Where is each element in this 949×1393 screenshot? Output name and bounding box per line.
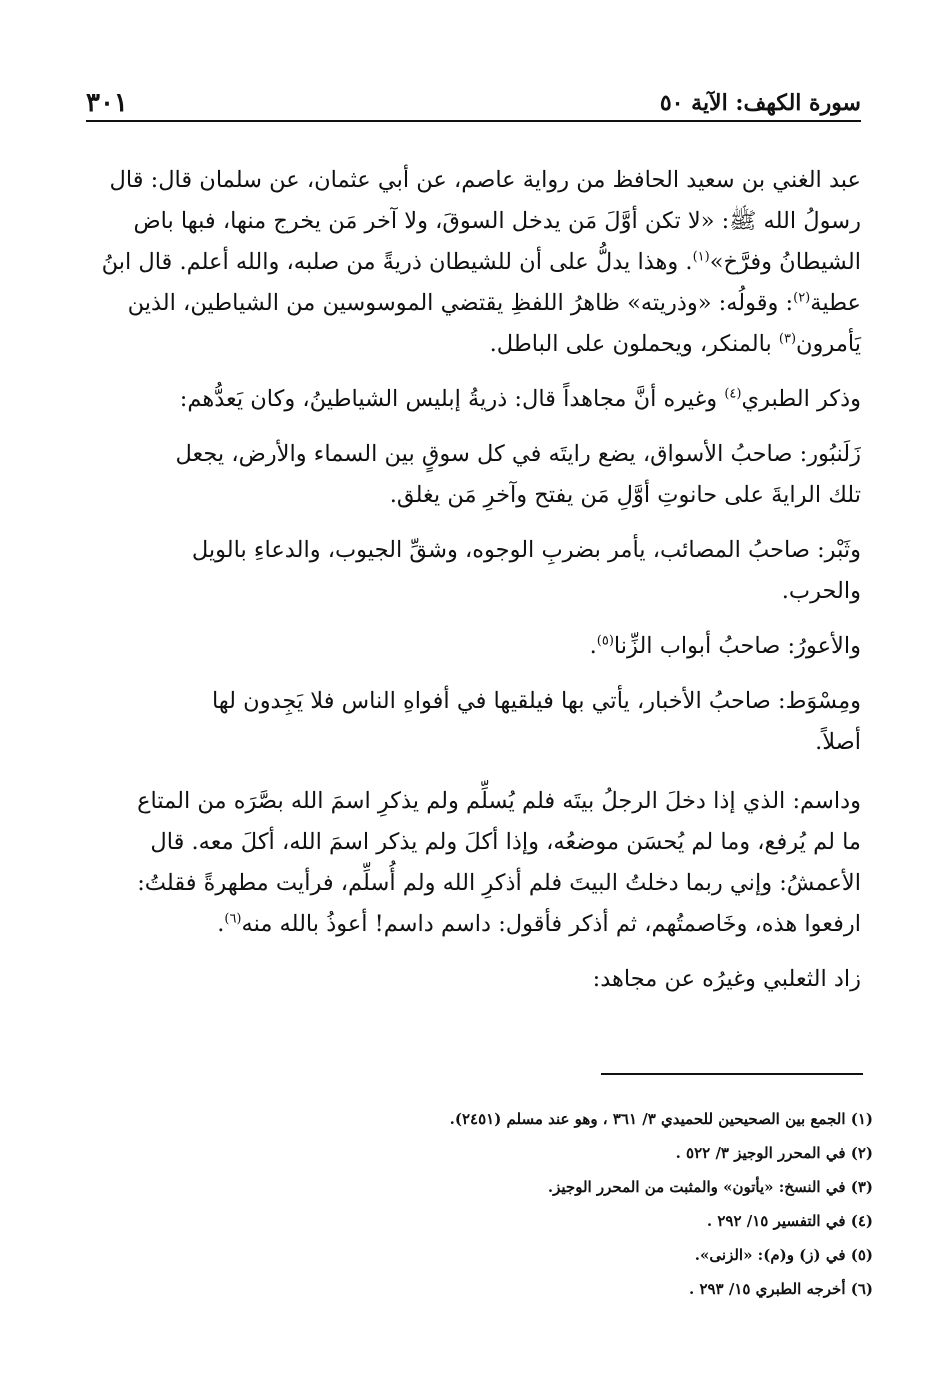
footnote: (١) الجمع بين الصحيحين للحميدي ٣/ ٣٦١ ، وهو عند مسلم (٢٤٥١). (449, 1110, 873, 1128)
text-line: ما لم يُرفع، وما لم يُحسَن موضعُه، وإذا أكلَ ولم يذكر اسمَ الله، أكلَ معه. قال (150, 829, 861, 855)
text-line: زَلَنبُور: صاحبُ الأسواق، يضع رايتَه في كل سوقٍ بين السماء والأرض، يجعل (175, 441, 861, 467)
footnote-ref: (٥) (596, 633, 614, 649)
footnote: (٦) أخرجه الطبري ١٥/ ٢٩٣ . (688, 1280, 873, 1298)
text-line: الشيطانُ وفرَّخ» (709, 249, 861, 275)
footnote: (٢) في المحرر الوجيز ٣/ ٥٢٢ . (675, 1144, 873, 1162)
main-text (86, 160, 861, 1000)
footnote: (٤) في التفسير ١٥/ ٢٩٢ . (706, 1212, 873, 1230)
paragraph-6 (86, 681, 861, 763)
footnote-divider (601, 1073, 863, 1075)
footnote-ref: (٢) (793, 290, 811, 306)
paragraph-8 (86, 959, 861, 1000)
text-line: وغيره أنَّ مجاهداً قال: ذريةُ إبليس الشياطينُ، وكان يَعدُّهم: (179, 386, 725, 412)
text-line: عطية (810, 290, 861, 316)
text-line: ومِسْوَط: صاحبُ الأخبار، يأتي بها فيلقيها في أفواهِ الناس فلا يَجِدون لها (211, 688, 861, 714)
text-line: تلك الرايةَ على حانوتِ أوَّلِ مَن يفتح وآخرِ مَن يغلق. (389, 482, 861, 508)
footnote-ref: (١) (692, 249, 710, 265)
footnote: (٥) في (ز) و(م): «الزنى». (694, 1246, 873, 1264)
text-line: الأعمشُ: وإني ربما دخلتُ البيتَ فلم أذكرِ الله ولم أُسلِّم، فرأيت مطهرةً فقلتُ: (137, 870, 861, 896)
footnote-ref: (٦) (224, 911, 242, 927)
footnote-ref: (٣) (778, 331, 797, 347)
footnote-ref: (٤) (724, 386, 742, 402)
text-line: والأعورُ: صاحبُ أبواب الزِّنا (613, 633, 861, 659)
text-line: . (217, 911, 225, 937)
paragraph-5 (86, 626, 861, 667)
running-title: سورة الكهف: الآية ٥٠ (659, 90, 861, 116)
text-line: ارفعوا هذه، وخَاصمتُهم، ثم أذكر فأقول: داسم داسم! أعوذُ بالله منه (241, 911, 861, 937)
paragraph-2 (86, 379, 861, 420)
page-number: ٣٠١ (86, 88, 128, 118)
text-line: وداسم: الذي إذا دخلَ الرجلُ بيتَه فلم يُسلِّم ولم يذكرِ اسمَ الله بصَّرَه من المتاع (137, 788, 861, 814)
text-line: وثَبْر: صاحبُ المصائب، يأمر بضربِ الوجوه، وشقِّ الجيوب، والدعاءِ بالويل (191, 537, 861, 563)
page-header (86, 82, 861, 122)
text-line: : وقولُه: «وذريته» ظاهرُ اللفظِ يقتضي الموسوسين من الشياطين، الذين (127, 290, 794, 316)
text-line: رسولُ الله ﷺ: «لا تكن أوَّلَ مَن يدخل السوقَ، ولا آخر مَن يخرج منها، فبها باض (133, 208, 861, 234)
text-line: بالمنكر، ويحملون على الباطل. (489, 331, 779, 357)
text-line: أصلاً. (815, 729, 861, 755)
paragraph-3 (86, 434, 861, 516)
paragraph-4 (86, 530, 861, 612)
footnote: (٣) في النسخ: «يأتون» والمثبت من المحرر الوجيز. (547, 1178, 873, 1196)
text-line: زاد الثعلبي وغيرُه عن مجاهد: (592, 966, 861, 992)
text-line: وذكر الطبري (741, 386, 861, 412)
text-line: . (589, 633, 597, 659)
footnotes (86, 1102, 873, 1306)
text-line: يَأمرون (796, 331, 861, 357)
paragraph-1 (86, 160, 861, 365)
text-line: . وهذا يدلُّ على أن للشيطان ذريةً من صلبه، والله أعلم. قال ابنُ (101, 249, 693, 275)
text-line: عبد الغني بن سعيد الحافظ من رواية عاصم، عن أبي عثمان، عن سلمان قال: قال (109, 167, 861, 193)
paragraph-7 (86, 781, 861, 945)
text-line: والحرب. (781, 578, 861, 604)
